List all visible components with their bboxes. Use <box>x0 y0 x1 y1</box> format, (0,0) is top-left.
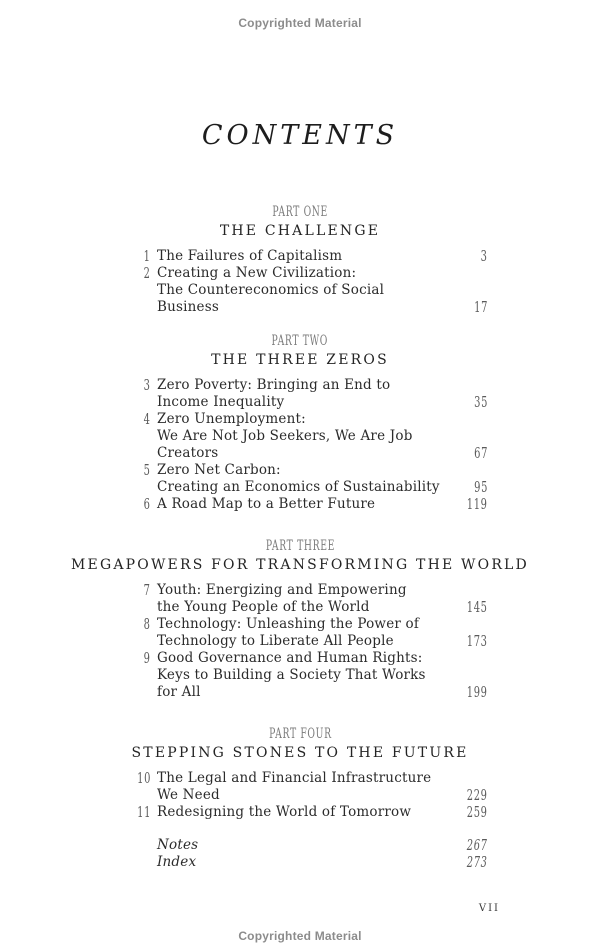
toc-entry-chapter-9 <box>125 650 488 701</box>
toc-entry-chapter-3 <box>125 377 488 411</box>
back-matter-title: Notes <box>157 837 199 853</box>
chapter-page: 173 <box>467 632 488 650</box>
part-one-section <box>0 205 600 316</box>
part-three-section <box>0 539 600 701</box>
chapter-page: 199 <box>467 683 488 701</box>
chapter-title: The Legal and Financial Infrastructure We Need <box>157 770 432 803</box>
part-four-label <box>0 727 600 742</box>
chapter-title: Good Governance and Human Rights: Keys to Building a Society That Works for All <box>157 650 426 700</box>
chapter-title: Creating a New Civilization: The Countereconomics of Social Business <box>157 265 385 315</box>
part-three-title: MEGAPOWERS FOR TRANSFORMING THE WORLD <box>71 557 529 573</box>
part-one-chapters <box>125 248 488 316</box>
chapter-page: 3 <box>481 247 488 265</box>
chapter-title: Technology: Unleashing the Power of Technology to Liberate All People <box>157 616 420 649</box>
chapter-page: 229 <box>467 786 488 804</box>
chapter-number: 1 <box>144 247 151 265</box>
chapter-page: 17 <box>474 298 488 316</box>
chapter-number: 8 <box>144 615 151 633</box>
part-two-section <box>0 334 600 513</box>
chapter-number: 2 <box>144 264 151 282</box>
copyright-banner-top: Copyrighted Material <box>238 16 362 30</box>
toc-entry-index <box>125 854 488 871</box>
chapter-number: 6 <box>144 495 151 513</box>
chapter-number: 4 <box>144 410 151 428</box>
toc-entry-notes <box>125 837 488 854</box>
part-one-title: THE CHALLENGE <box>219 223 381 239</box>
toc-entry-chapter-4 <box>125 411 488 462</box>
toc-entry-chapter-6 <box>125 496 488 513</box>
chapter-page: 95 <box>474 478 488 496</box>
part-two-label <box>0 334 600 349</box>
part-two-title: THE THREE ZEROS <box>211 352 389 368</box>
toc-entry-chapter-1 <box>125 248 488 265</box>
part-three-label-text: PART THREE <box>265 538 335 554</box>
toc-entry-chapter-10 <box>125 770 488 804</box>
part-four-chapters <box>125 770 488 821</box>
copyright-banner-bottom: Copyrighted Material <box>238 929 362 943</box>
part-two-chapters <box>125 377 488 513</box>
chapter-number: 10 <box>137 769 151 787</box>
back-matter-page: 267 <box>467 836 488 854</box>
page-title: CONTENTS <box>201 120 399 151</box>
part-one-label <box>0 205 600 220</box>
toc-entry-chapter-8 <box>125 616 488 650</box>
part-four-section <box>0 727 600 821</box>
chapter-page: 259 <box>467 803 488 821</box>
chapter-number: 3 <box>144 376 151 394</box>
toc-entry-chapter-7 <box>125 582 488 616</box>
page-folio: VII <box>478 903 500 914</box>
toc-entry-chapter-5 <box>125 462 488 496</box>
chapter-title: Zero Net Carbon: Creating an Economics of Sustainability <box>157 462 440 495</box>
chapter-title: Zero Poverty: Bringing an End to Income Inequality <box>157 377 391 410</box>
chapter-title: Zero Unemployment: We Are Not Job Seekers, We Are Job Creators <box>157 411 413 461</box>
chapter-number: 9 <box>144 649 151 667</box>
part-one-label-text: PART ONE <box>272 204 328 220</box>
part-two-label-text: PART TWO <box>271 333 329 349</box>
chapter-title: The Failures of Capitalism <box>157 248 343 264</box>
chapter-title: Redesigning the World of Tomorrow <box>157 804 412 820</box>
chapter-title: Youth: Energizing and Empowering the Young People of the World <box>157 582 407 615</box>
back-matter <box>125 837 488 871</box>
chapter-page: 35 <box>474 393 488 411</box>
back-matter-title: Index <box>157 854 197 870</box>
toc-entry-chapter-2 <box>125 265 488 316</box>
chapter-number: 5 <box>144 461 151 479</box>
part-three-chapters <box>125 582 488 701</box>
chapter-title: A Road Map to a Better Future <box>157 496 376 512</box>
chapter-page: 145 <box>467 598 488 616</box>
chapter-page: 67 <box>474 444 488 462</box>
chapter-page: 119 <box>467 495 488 513</box>
chapter-number: 7 <box>144 581 151 599</box>
toc-entry-chapter-11 <box>125 804 488 821</box>
part-three-label <box>0 539 600 554</box>
part-four-label-text: PART FOUR <box>268 726 332 742</box>
chapter-number: 11 <box>137 803 151 821</box>
back-matter-page: 273 <box>467 853 488 871</box>
part-four-title: STEPPING STONES TO THE FUTURE <box>131 745 469 761</box>
